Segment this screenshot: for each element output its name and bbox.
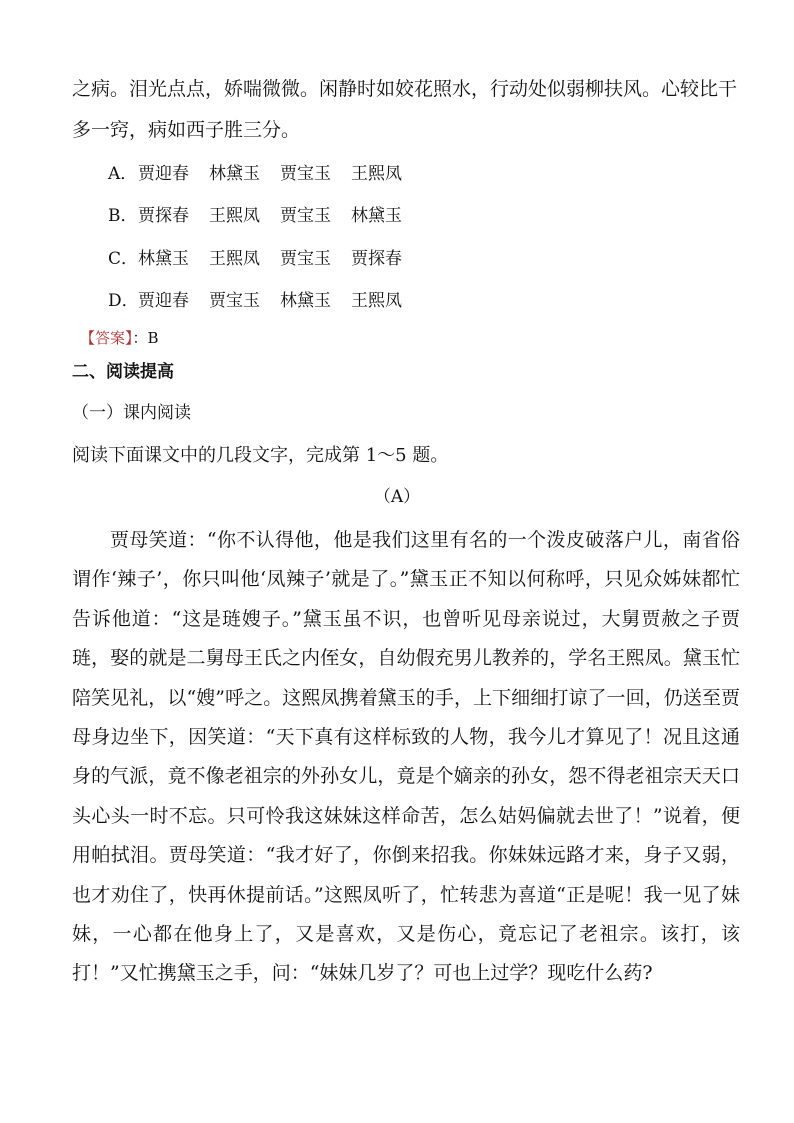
answer-tag: 【答案】 [80, 329, 133, 347]
answer [80, 327, 159, 349]
answer-value: ：B [132, 329, 159, 347]
passage-label: （A） [373, 487, 421, 507]
option-name: 贾探春 [138, 206, 189, 226]
option-letter: A． [108, 164, 138, 184]
option-name: 林黛玉 [209, 164, 260, 184]
option-name: 王熙凤 [209, 249, 260, 269]
continued-text-line-1: 之病。泪光点点，娇喘微微。闲静时如姣花照水，行动处似弱柳扶风。心较比干 [72, 78, 738, 100]
option-name: 王熙凤 [351, 164, 402, 184]
option-name: 贾探春 [351, 249, 402, 269]
section-heading: 二、阅读提高 [72, 362, 174, 382]
option-name: 贾宝玉 [280, 164, 331, 184]
option-letter: B． [108, 206, 138, 226]
option-name: 林黛玉 [280, 291, 331, 311]
option-d [108, 289, 422, 313]
option-letter: C． [108, 249, 139, 269]
option-name: 王熙凤 [351, 291, 402, 311]
option-name: 贾宝玉 [280, 249, 331, 269]
option-name: 王熙凤 [209, 206, 260, 226]
option-name: 林黛玉 [351, 206, 402, 226]
option-letter: D． [108, 291, 139, 311]
option-a [108, 162, 422, 186]
option-name: 贾迎春 [138, 164, 189, 184]
passage-paragraph: 贾母笑道：“你不认得他，他是我们这里有名的一个泼皮破落户儿，南省俗谓作‘辣子’，你只叫他‘凤辣子’就是了。”黛玉正不知以何称呼，只见众姊妹都忙告诉他道：“这是琏嫂子。”黛玉虽不识，也曾听见母亲说过，大舅贾赦之子贾琏，娶的就是二舅母王氏之内侄女，自幼假充男儿教养的，学名王熙凤。黛玉忙陪笑见礼，以“嫂”呼之。这熙凤携着黛玉的手，上下细细打谅了一回，仍送至贾母身边坐下，因笑道：“天下真有这样标致的人物，我今儿才算见了！况且这通身的气派，竟不像老祖宗的外孙女儿，竟是个嫡亲的孙女，怨不得老祖宗天天口头心头一时不忘。只可怜我这妹妹这样命苦，怎么姑妈偏就去世了！”说着，便用帕拭泪。贾母笑道：“我才好了，你倒来招我。你妹妹远路才来，身子又弱，也才劝住了，快再休提前话。”这熙凤听了，忙转悲为喜道“正是呢！我一见了妹妹，一心都在他身上了，又是喜欢，又是伤心，竟忘记了老祖宗。该打，该打！”又忙携黛玉之手，问：“妹妹几岁了？可也上过学？现吃什么药? [72, 529, 740, 985]
continued-text-line-2: 多一窍，病如西子胜三分。 [72, 119, 301, 141]
subsection-heading: （一）课内阅读 [72, 403, 191, 423]
option-name: 贾迎春 [138, 291, 189, 311]
instruction: 阅读下面课文中的几段文字，完成第 1～5 题。 [72, 445, 449, 466]
option-b [108, 204, 422, 228]
option-c [108, 247, 422, 271]
option-name: 林黛玉 [138, 249, 189, 269]
option-name: 贾宝玉 [209, 291, 260, 311]
option-name: 贾宝玉 [280, 206, 331, 226]
